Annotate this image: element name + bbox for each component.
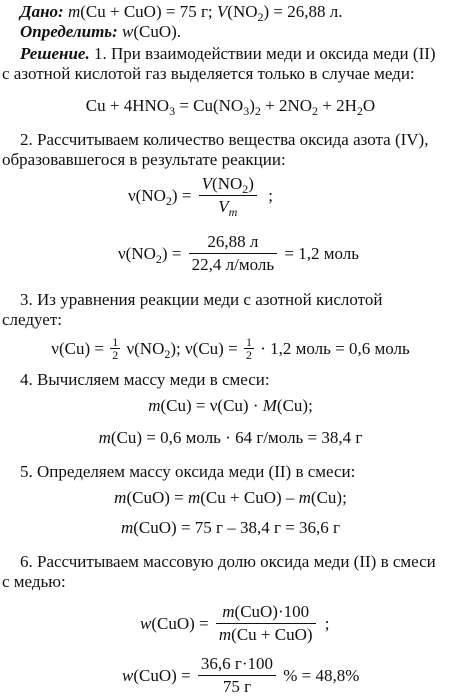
- formula6-denominator: m(Cu + CuO): [218, 625, 313, 644]
- find-line: [20, 22, 181, 42]
- reaction-part: = Cu(NO: [175, 96, 244, 115]
- solution-step1-line-a: [20, 44, 436, 64]
- reaction-sub: 2: [356, 104, 363, 118]
- reaction-sub: 2: [312, 104, 319, 118]
- calc-mass-cu: m(Cu) = 0,6 моль · 64 г/моль = 38,4 г: [98, 428, 363, 447]
- formula-amount-no2: [128, 174, 273, 217]
- reaction-part: O: [362, 96, 376, 115]
- mass-symbol: m: [67, 2, 81, 21]
- reaction-equation: [0, 96, 461, 116]
- calc6-fraction: [198, 654, 276, 697]
- step2-text-b: образовавшегося в результате реакции:: [2, 150, 286, 169]
- calc2-numerator: 26,88 л: [189, 232, 277, 254]
- reaction-sub: 3: [169, 104, 176, 118]
- calc-amount-cu: [0, 336, 461, 361]
- given-volume-b: ) = 26,88 л.: [263, 2, 343, 21]
- solution-label: Решение.: [20, 44, 90, 63]
- step3-text-a: 3. Из уравнения реакции меди с азотной кислотой: [20, 290, 383, 309]
- formula2-fraction: [199, 174, 257, 217]
- calc3-half-2: $\frac{1}{2}$: [245, 335, 252, 362]
- given-volume-a: (NO: [227, 2, 258, 21]
- step6-text-a: 6. Рассчитываем массовую долю оксида меди (II) в смеси: [20, 552, 436, 571]
- calc6-result: % = 48,8%: [283, 665, 360, 685]
- formula2-numerator: $V(NO_2)$: [199, 174, 257, 196]
- find-label: Определить:: [20, 22, 118, 41]
- calc-mass-fraction: [122, 654, 359, 697]
- reaction-sub: 3: [243, 104, 250, 118]
- find-rest: (CuO).: [133, 22, 182, 41]
- calc3-half-1: $\frac{1}{2}$: [112, 335, 119, 362]
- step2-text-a: 2. Рассчитываем количество вещества оксида азота (IV),: [20, 130, 429, 149]
- step3-text-b: следует:: [2, 310, 62, 329]
- formula6-lhs: w(CuO) =: [140, 613, 209, 633]
- calc6-denominator: 75 г: [222, 677, 252, 696]
- step1-text-a: 1. При взаимодействии меди и оксида меди (II): [93, 44, 436, 63]
- calc2-denominator: 22,4 л/моль: [191, 255, 275, 274]
- calc6-lhs: w(CuO) =: [122, 665, 191, 685]
- calc3-part: $\nu(NO_2)$; ν(Cu) =: [126, 338, 238, 361]
- formula2-tail: ;: [268, 185, 273, 205]
- find-w: w: [122, 22, 134, 41]
- step5-text: 5. Определяем массу оксида меди (II) в смеси:: [20, 462, 356, 481]
- formula-mass-cu: m(Cu) = ν(Cu) · M(Cu);: [148, 396, 313, 415]
- volume-symbol: V: [216, 2, 228, 21]
- formula6-tail: ;: [324, 613, 330, 633]
- formula-mass-fraction: [140, 602, 330, 645]
- given-volume-sub: 2: [257, 10, 264, 24]
- formula6-fraction: [216, 602, 316, 645]
- formula2-denominator: $V_m$: [218, 197, 238, 219]
- calc2-fraction: [189, 232, 277, 275]
- reaction-part: ): [249, 96, 255, 115]
- calc2-result: = 1,2 моль: [284, 243, 359, 263]
- formula2-lhs: $\nu(NO_2)$ =: [128, 185, 192, 208]
- step6-text-b: с медью:: [2, 572, 66, 591]
- reaction-part: + 2NO: [260, 96, 313, 115]
- calc2-lhs: $\nu(NO_2)$ =: [118, 243, 182, 266]
- calc3-part: · 1,2 моль = 0,6 моль: [260, 338, 410, 358]
- reaction-sub: 2: [254, 104, 261, 118]
- given-line: [20, 2, 343, 22]
- calc3-part: ν(Cu) =: [51, 338, 104, 358]
- given-mass: (Cu + CuO) = 75 г;: [80, 2, 213, 21]
- calc-mass-cuo: m(CuO) = 75 г – 38,4 г = 36,6 г: [120, 518, 341, 537]
- formula6-numerator: m(CuO)·100: [216, 602, 316, 624]
- reaction-part: Cu + 4HNO: [85, 96, 170, 115]
- step1-text-b: с азотной кислотой газ выделяется только в случае меди:: [2, 64, 415, 83]
- calc6-numerator: 36,6 г·100: [198, 654, 276, 676]
- formula-mass-cuo: m(CuO) = m(Cu + CuO) – m(Cu);: [114, 488, 347, 507]
- step4-text: 4. Вычисляем массу меди в смеси:: [20, 370, 270, 389]
- calc-amount-no2: [118, 232, 359, 275]
- reaction-part: + 2H: [318, 96, 357, 115]
- given-label: Дано:: [20, 2, 64, 21]
